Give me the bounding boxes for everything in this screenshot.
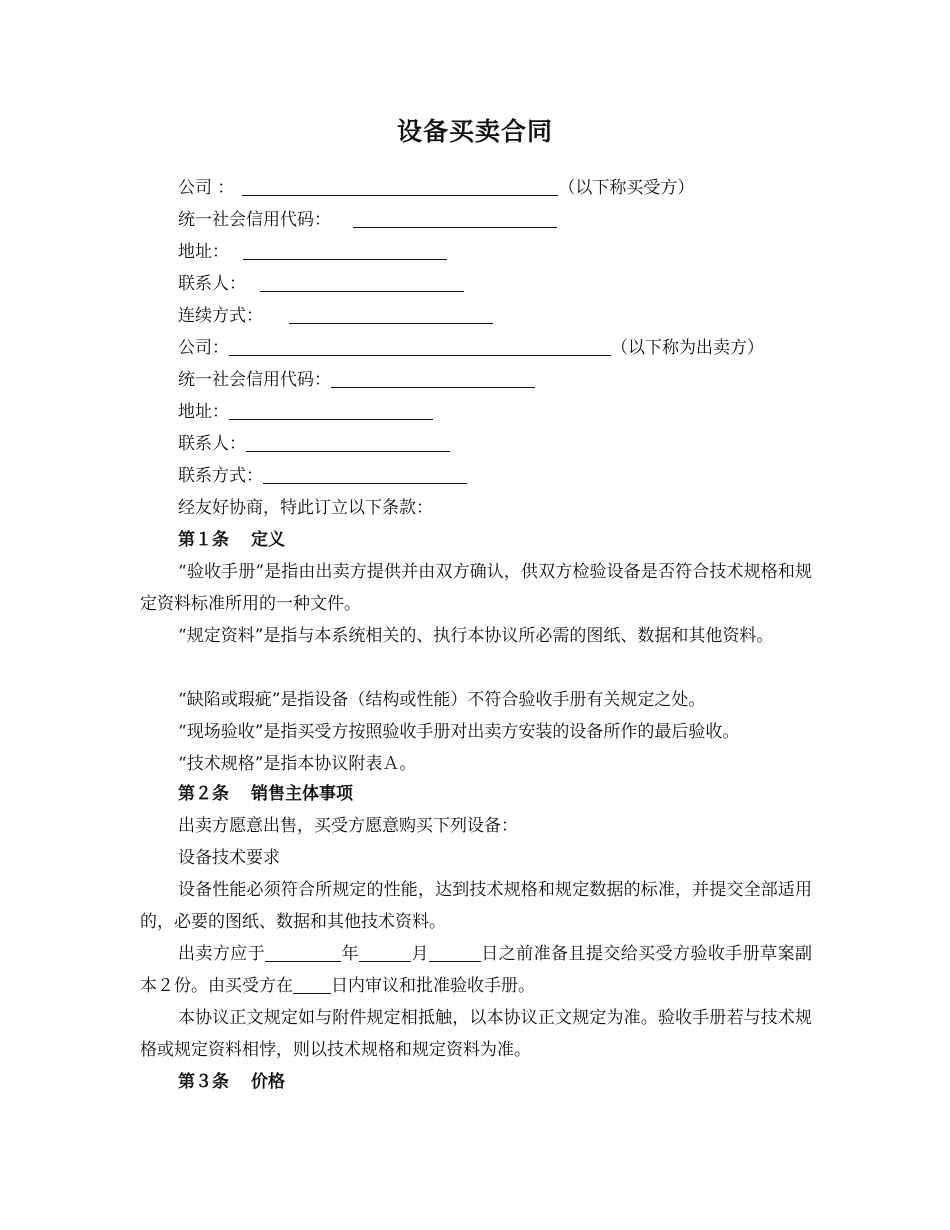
article-2-line-1: 出卖方愿意出售，买受方愿意购买下列设备：: [178, 816, 518, 836]
buyer-address-label: 地址：: [178, 242, 229, 262]
day-blank: [429, 943, 481, 962]
seller-address-label: 地址：: [178, 402, 229, 422]
para-2-text-b: 日之前准备且提交给买受方验收手册草案副本２份。由买受方在: [140, 944, 813, 996]
buyer-contact-label: 联系人：: [178, 274, 246, 294]
buyer-company-label: 公司 ：: [178, 178, 235, 198]
buyer-credit-code-line: [178, 208, 557, 232]
buyer-credit-code-blank: [353, 209, 557, 228]
article-2-name: 销售主体事项: [251, 784, 353, 804]
buyer-credit-code-label: 统一社会信用代码：: [178, 210, 331, 230]
seller-contact-blank: [246, 433, 450, 452]
seller-credit-code-line: [178, 368, 535, 392]
article-2-heading: [178, 782, 353, 806]
seller-contact-method-line: [178, 464, 467, 488]
seller-credit-code-label: 统一社会信用代码：: [178, 370, 331, 390]
article-2-para-1: 设备性能必须符合所规定的性能，达到技术规格和规定数据的标准，并提交全部适用的，必要的图纸、数据和其他技术资料。: [140, 880, 812, 932]
buyer-contact-method-blank: [289, 305, 493, 324]
buyer-company-blank: [242, 177, 558, 196]
article-1-heading: [178, 528, 285, 552]
buyer-company-line: [178, 176, 694, 200]
article-1-item: “验收手册”是指由出卖方提供并由双方确认，供双方检验设备是否符合技术规格和规定资料标准所用的一种文件。: [140, 562, 812, 614]
article-3-name: 价格: [251, 1072, 285, 1092]
article-2-line-2: 设备技术要求: [178, 848, 280, 868]
article-1-name: 定义: [251, 530, 285, 550]
intro-text: 经友好协商，特此订立以下条款：: [178, 498, 433, 518]
page-title: 设备买卖合同: [396, 117, 553, 146]
article-3-number: 第３条: [178, 1072, 229, 1092]
article-1-item: “现场验收”是指买受方按照验收手册对出卖方安装的设备所作的最后验收。: [178, 722, 740, 742]
article-1-item: “缺陷或瑕疵”是指设备（结构或性能）不符合验收手册有关规定之处。: [178, 690, 706, 710]
buyer-address-blank: [243, 241, 447, 260]
seller-company-line: [178, 336, 764, 360]
article-2-para-2: [140, 938, 812, 1002]
article-2-para-3: 本协议正文规定如与附件规定相抵触，以本协议正文规定为准。验收手册若与技术规格或规定资料相悖，则以技术规格和规定资料为准。: [140, 1008, 812, 1060]
seller-company-label: 公司：: [178, 338, 229, 358]
para-2-year: 年: [341, 944, 360, 964]
seller-company-blank: [229, 337, 611, 356]
article-1-number: 第１条: [178, 530, 229, 550]
month-blank: [359, 943, 411, 962]
seller-contact-method-blank: [263, 465, 467, 484]
article-1-item: “技术规格”是指本协议附表Ａ。: [178, 754, 417, 774]
review-days-blank: [293, 975, 331, 994]
buyer-company-suffix: （以下称买受方）: [558, 178, 695, 198]
year-blank: [265, 943, 341, 962]
buyer-address-line: [178, 240, 447, 264]
para-2-text-c: 日内审议和批准验收手册。: [331, 976, 535, 996]
seller-credit-code-blank: [331, 369, 535, 388]
article-1-item: “规定资料”是指与本系统相关的、执行本协议所必需的图纸、数据和其他资料。: [178, 626, 774, 646]
para-2-month: 月: [411, 944, 429, 964]
seller-contact-method-label: 联系方式：: [178, 466, 263, 486]
seller-contact-line: [178, 432, 450, 456]
article-3-heading: [178, 1070, 285, 1094]
seller-contact-label: 联系人：: [178, 434, 246, 454]
seller-address-blank: [229, 401, 433, 420]
seller-company-suffix: （以下称为出卖方）: [611, 338, 764, 358]
article-2-number: 第２条: [178, 784, 229, 804]
buyer-contact-method-label: 连续方式：: [178, 306, 263, 326]
seller-address-line: [178, 400, 433, 424]
buyer-contact-line: [178, 272, 464, 296]
para-2-text-a: 出卖方应于: [178, 944, 266, 964]
buyer-contact-blank: [260, 273, 464, 292]
buyer-contact-method-line: [178, 304, 493, 328]
